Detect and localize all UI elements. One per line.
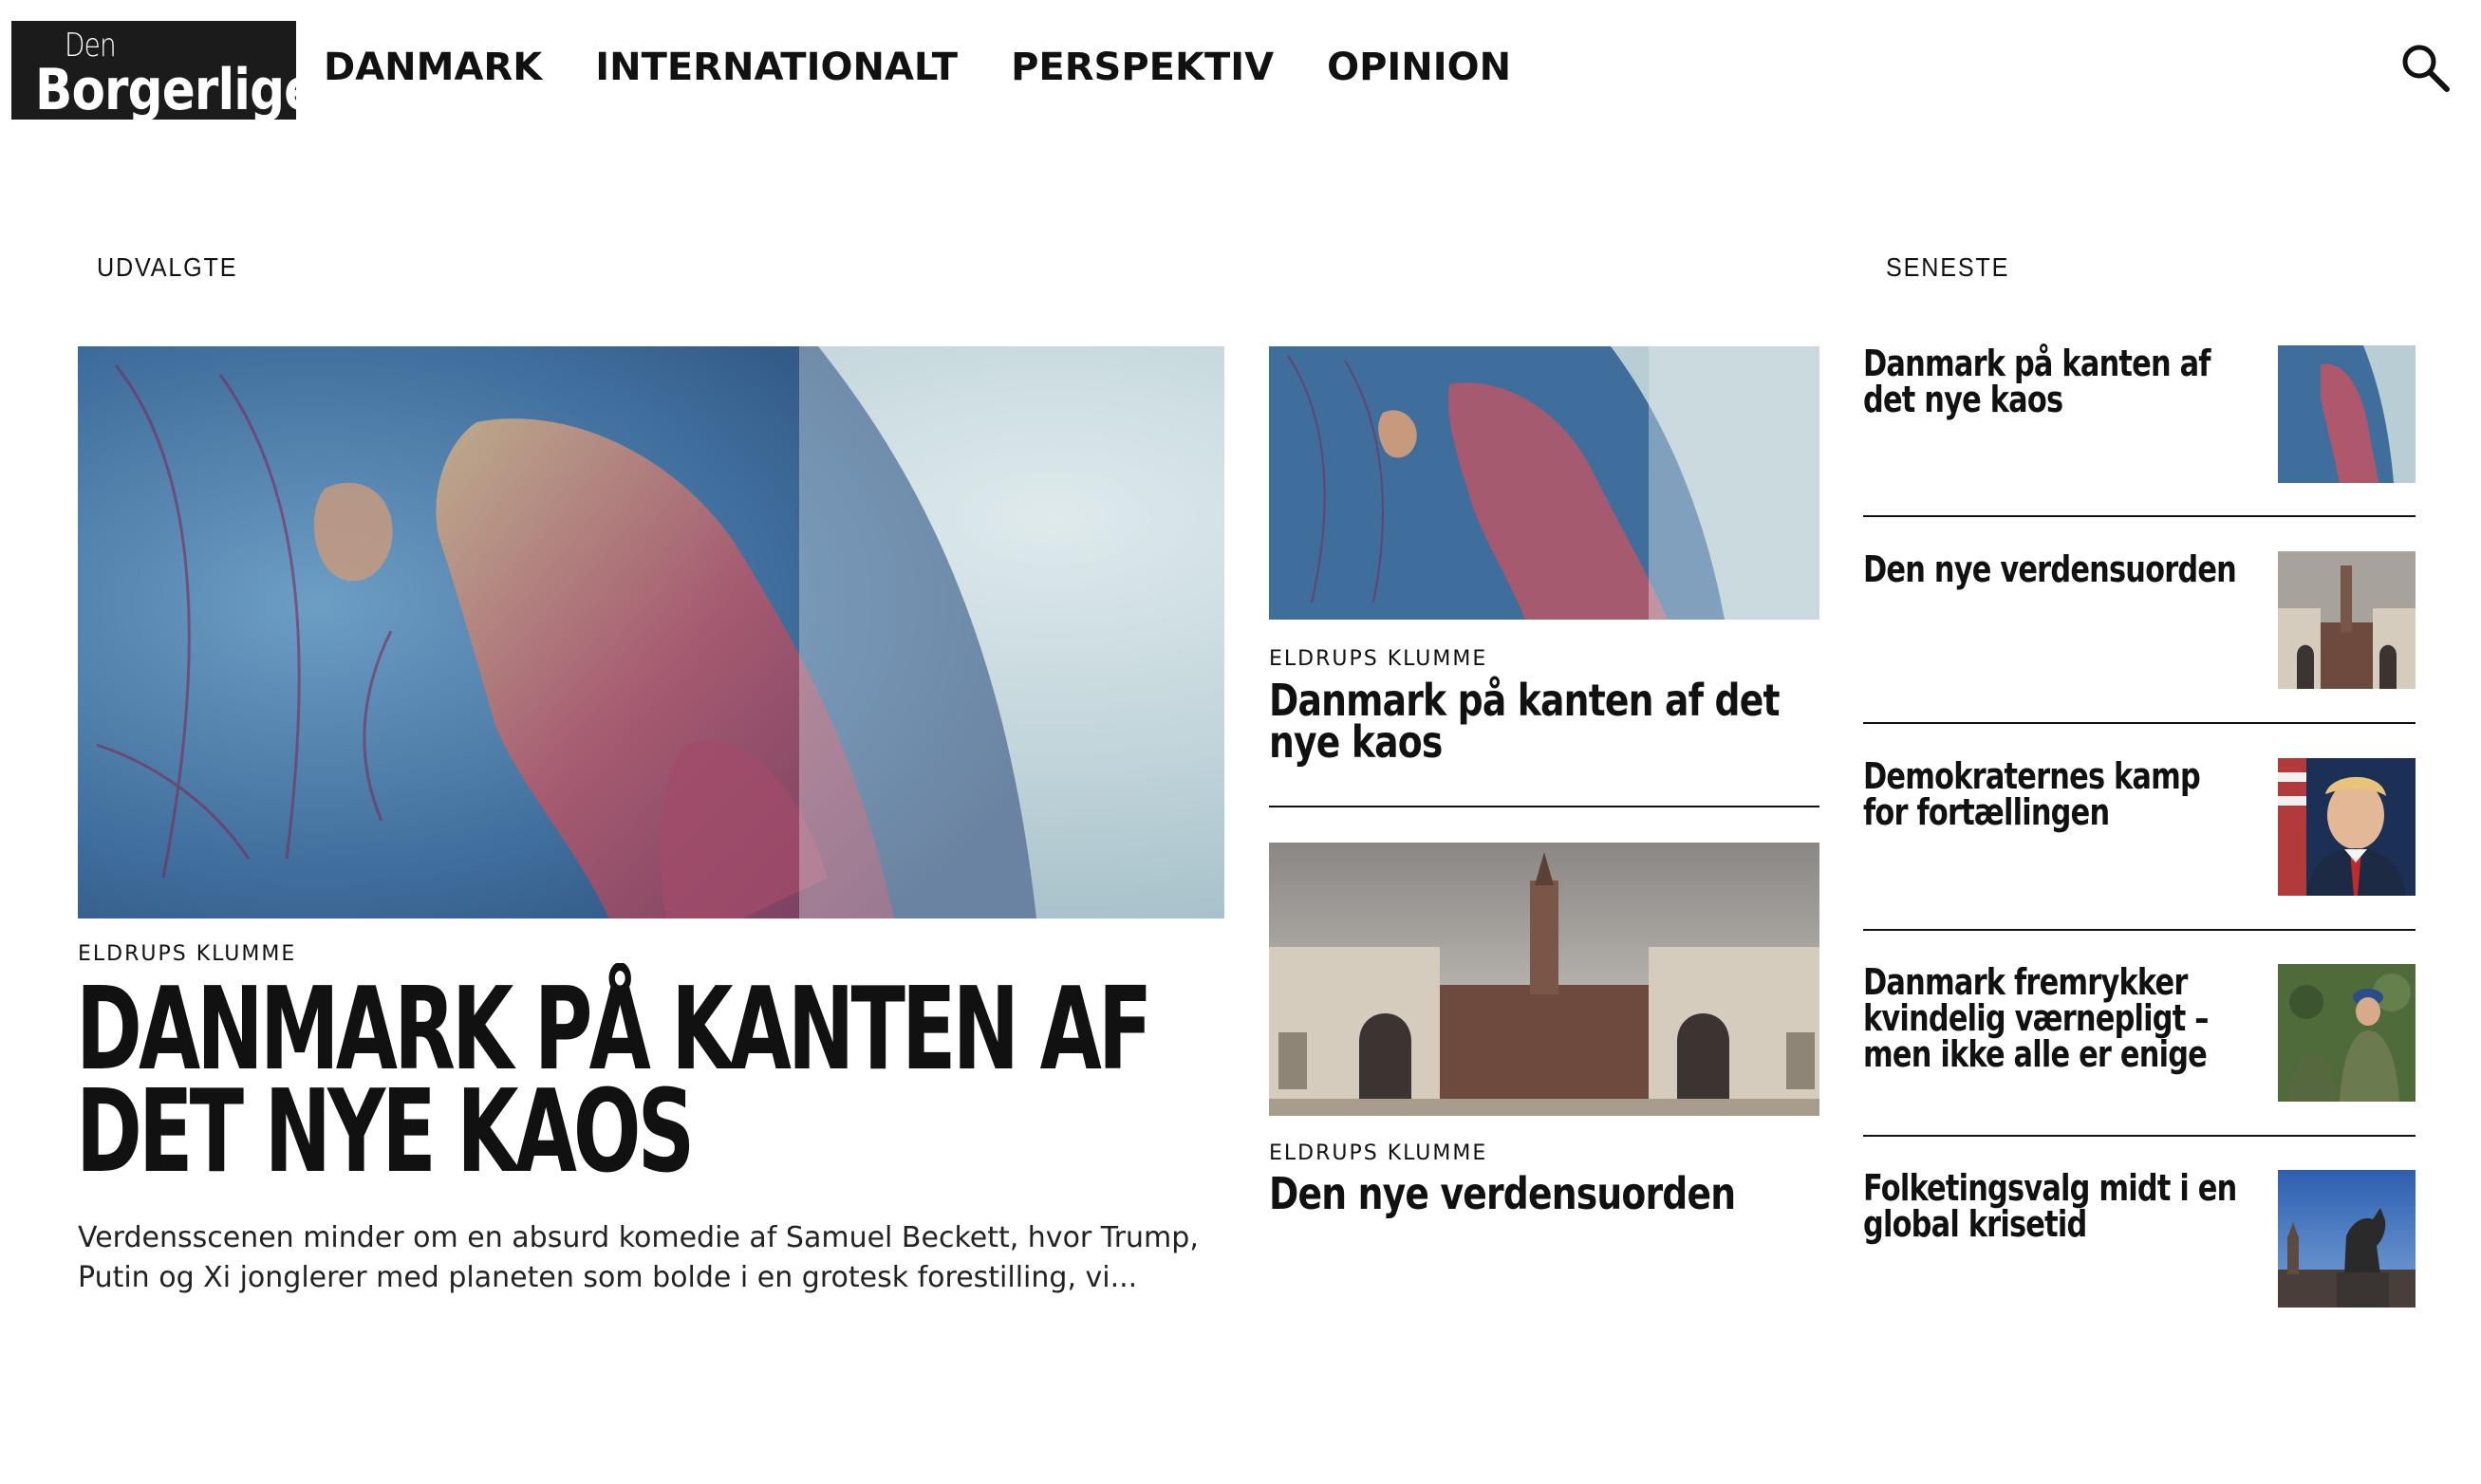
- middle-article-1-kicker[interactable]: ELDRUPS KLUMME: [1269, 647, 1488, 671]
- middle-article-1-title[interactable]: Danmark på kanten af det nye kaos: [1269, 675, 1780, 768]
- nav-item-perspektiv[interactable]: PERSPEKTIV: [1011, 46, 1275, 89]
- main-nav: [324, 46, 1564, 89]
- latest-divider: [1863, 515, 2416, 517]
- latest-item-title[interactable]: Demokraternes kamp for fortællingen: [1863, 755, 2200, 833]
- latest-item[interactable]: [1863, 961, 2416, 1103]
- search-icon[interactable]: [2399, 42, 2453, 95]
- latest-item[interactable]: [1863, 548, 2416, 690]
- logo-line-2: Borgerlige: [35, 57, 317, 123]
- section-label-featured: UDVALGTE: [97, 252, 238, 282]
- latest-item-title[interactable]: Danmark på kanten af det nye kaos: [1863, 343, 2211, 420]
- latest-item[interactable]: [1863, 1167, 2416, 1308]
- hero-title[interactable]: DANMARK PÅ KANTEN AF DET NYE KAOS: [76, 964, 1149, 1198]
- latest-item-title[interactable]: Danmark fremrykker kvindelig værnepligt – men ikke alle er enige: [1863, 961, 2209, 1075]
- hero-image-globe[interactable]: [78, 346, 1224, 918]
- site-header: [0, 0, 2481, 133]
- site-logo[interactable]: [11, 21, 317, 123]
- middle-article-image-globe[interactable]: [1269, 346, 1819, 620]
- latest-item-title[interactable]: Folketingsvalg midt i en global krisetid: [1863, 1167, 2237, 1245]
- nav-item-internationalt[interactable]: INTERNATIONALT: [595, 46, 959, 89]
- latest-item-thumbnail[interactable]: [2278, 345, 2416, 483]
- latest-divider: [1863, 722, 2416, 724]
- latest-item-thumbnail[interactable]: [2278, 551, 2416, 689]
- latest-item-thumbnail[interactable]: [2278, 758, 2416, 896]
- latest-item[interactable]: [1863, 345, 2416, 484]
- middle-article-2-kicker[interactable]: ELDRUPS KLUMME: [1269, 1141, 1488, 1165]
- middle-article-2-title[interactable]: Den nye verdensuorden: [1269, 1168, 1736, 1219]
- latest-item-thumbnail[interactable]: [2278, 1170, 2416, 1308]
- middle-divider: [1269, 806, 1819, 807]
- latest-item-title[interactable]: Den nye verdensuorden: [1863, 548, 2237, 590]
- nav-item-danmark[interactable]: DANMARK: [324, 46, 543, 89]
- middle-article-image-palace[interactable]: [1269, 843, 1819, 1116]
- hero-kicker[interactable]: ELDRUPS KLUMME: [78, 942, 297, 966]
- logo-line-1: Den: [65, 27, 116, 65]
- section-label-latest: SENESTE: [1886, 252, 2010, 282]
- nav-item-opinion[interactable]: OPINION: [1327, 46, 1512, 89]
- latest-item-thumbnail[interactable]: [2278, 964, 2416, 1102]
- latest-item[interactable]: [1863, 755, 2416, 897]
- latest-divider: [1863, 1135, 2416, 1137]
- hero-excerpt: Verdensscenen minder om en absurd komedie af Samuel Beckett, hvor Trump, Putin og Xi jonglerer med planeten som bolde i en grotesk forestilling, vi...: [78, 1221, 1199, 1294]
- latest-divider: [1863, 929, 2416, 931]
